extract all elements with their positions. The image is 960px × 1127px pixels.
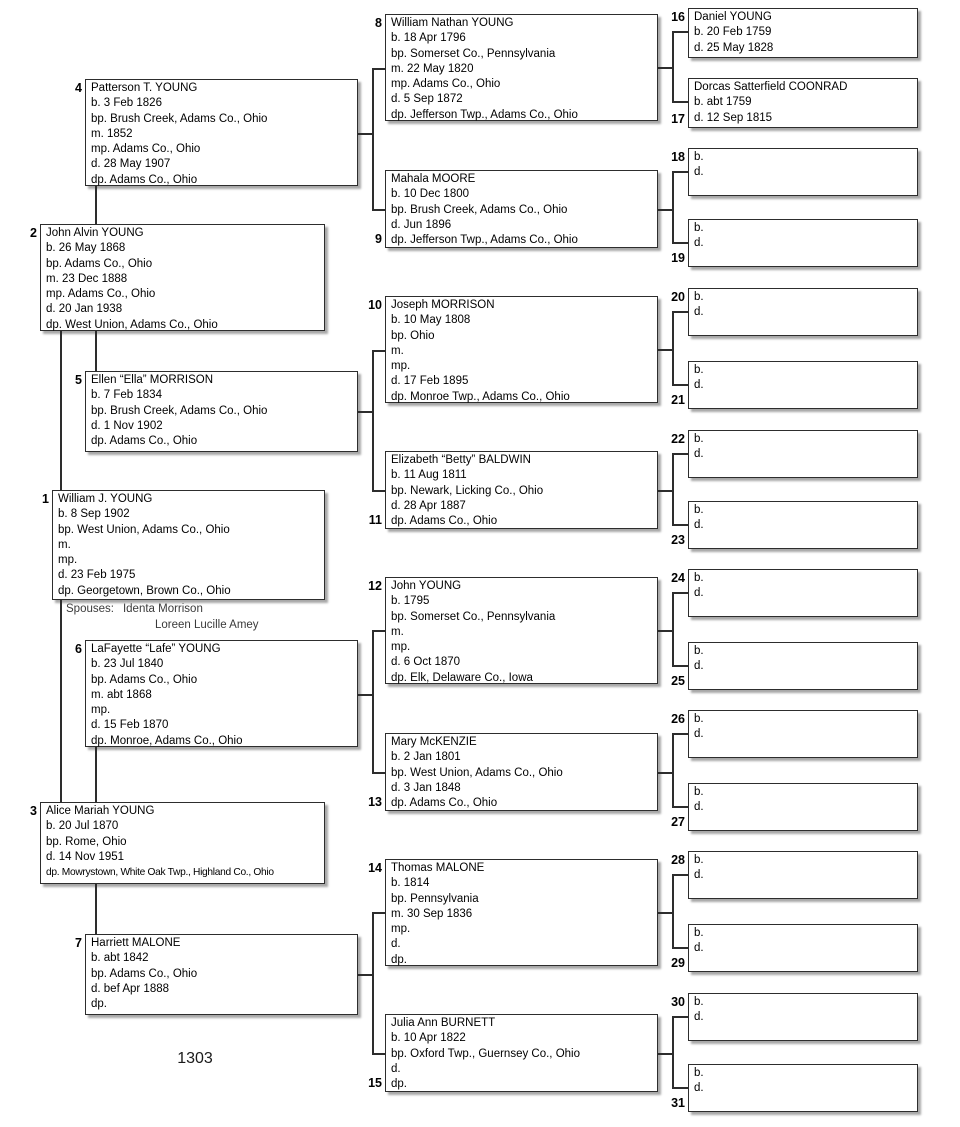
person-number: 14 [368, 861, 382, 875]
person-name: Julia Ann BURNETT [391, 1017, 496, 1029]
person-box-24 [671, 569, 918, 617]
person-field: mp. [391, 641, 411, 654]
person-field: b. 1795 [391, 595, 430, 608]
person-field: d. [694, 237, 704, 250]
person-number: 12 [368, 579, 382, 593]
person-field: d. [391, 938, 401, 951]
person-name: LaFayette “Lafe” YOUNG [91, 643, 221, 655]
connector-line [672, 242, 688, 244]
person-number: 5 [75, 373, 82, 387]
person-field: d. [694, 587, 704, 600]
person-field: dp. Adams Co., Ohio [391, 515, 498, 528]
person-field: d. [694, 306, 704, 319]
person-box-19 [671, 219, 918, 267]
person-field: b. 1814 [391, 877, 430, 890]
connector-line [372, 68, 374, 211]
person-field: b. 7 Feb 1834 [91, 389, 162, 402]
person-number: 13 [368, 795, 382, 809]
person-number: 10 [368, 298, 382, 312]
person-field: d. 17 Feb 1895 [391, 375, 469, 388]
person-field: b. [694, 1067, 704, 1079]
person-field: b. [694, 291, 704, 303]
person-field: dp. Elk, Delaware Co., Iowa [391, 671, 533, 684]
person-field: dp. Monroe Twp., Adams Co., Ohio [391, 390, 570, 403]
person-field: dp. Adams Co., Ohio [91, 173, 198, 186]
person-field: mp. Adams Co., Ohio [91, 143, 201, 156]
person-box-5 [75, 371, 358, 452]
person-field: d. [694, 166, 704, 179]
person-number: 27 [671, 815, 685, 829]
person-field: d. [694, 660, 704, 673]
person-field: m. [391, 625, 404, 638]
connector-line [372, 490, 385, 492]
connector-line [672, 806, 688, 808]
person-box-31 [671, 1064, 918, 1112]
person-field: d. 28 May 1907 [91, 158, 171, 171]
person-field: b. 2 Jan 1801 [391, 751, 461, 764]
person-field: d. 14 Nov 1951 [46, 850, 125, 863]
connector-line [372, 209, 385, 211]
person-number: 8 [375, 16, 382, 30]
person-field: dp. Adams Co., Ohio [91, 435, 198, 448]
person-name: Daniel YOUNG [694, 11, 772, 23]
person-box-7 [75, 934, 358, 1015]
person-field: bp. Adams Co., Ohio [91, 673, 198, 686]
person-field: b. 10 Apr 1822 [391, 1032, 466, 1045]
person-number: 26 [671, 712, 685, 726]
person-field: m. 30 Sep 1836 [391, 907, 473, 920]
connector-line [95, 883, 97, 934]
person-field: bp. Somerset Co., Pennsylvania [391, 610, 556, 623]
spouses-note [66, 601, 259, 633]
person-field: d. [391, 1062, 401, 1075]
person-box-20 [671, 288, 918, 336]
person-field: m. 1852 [91, 127, 133, 140]
connector-line [60, 600, 62, 802]
connector-line [95, 331, 97, 371]
connector-line [672, 171, 688, 173]
person-field: b. 20 Jul 1870 [46, 820, 119, 833]
person-box-23 [671, 501, 918, 549]
person-number: 28 [671, 853, 685, 867]
connector-line [672, 101, 688, 103]
person-field: bp. Oxford Twp., Guernsey Co., Ohio [391, 1047, 580, 1060]
person-field: dp. Adams Co., Ohio [391, 797, 498, 810]
person-field: b. 20 Feb 1759 [694, 26, 772, 39]
person-field: d. 1 Nov 1902 [91, 419, 163, 432]
person-field: bp. Adams Co., Ohio [91, 967, 198, 980]
person-box-21 [671, 361, 918, 409]
person-number: 9 [375, 232, 382, 246]
person-field: m. abt 1868 [91, 688, 152, 701]
page-number: 1303 [177, 1050, 213, 1067]
connector-line [672, 874, 688, 876]
person-field: b. [694, 222, 704, 234]
connector-line [372, 630, 385, 632]
person-box-8 [375, 14, 658, 121]
person-number: 2 [30, 226, 37, 240]
person-box-26 [671, 710, 918, 758]
person-field: bp. Rome, Ohio [46, 835, 127, 848]
person-field: b. [694, 151, 704, 163]
person-field: dp. [91, 998, 107, 1011]
person-field: bp. Newark, Licking Co., Ohio [391, 484, 544, 497]
person-field: d. 15 Feb 1870 [91, 719, 169, 732]
connector-line [672, 1087, 688, 1089]
person-box-9 [375, 170, 658, 248]
person-field: m. [391, 344, 404, 357]
person-number: 23 [671, 533, 685, 547]
person-box-2 [30, 224, 325, 331]
person-field: dp. [391, 953, 407, 966]
person-field: b. abt 1759 [694, 96, 752, 109]
spouse-name-2: Loreen Lucille Amey [155, 619, 259, 631]
person-number: 15 [368, 1076, 382, 1090]
person-field: b. [694, 364, 704, 376]
person-field: bp. Brush Creek, Adams Co., Ohio [91, 112, 268, 125]
connector-line [672, 31, 674, 103]
connector-line [95, 186, 97, 224]
person-field: d. [694, 379, 704, 392]
person-field: d. 12 Sep 1815 [694, 111, 773, 124]
person-field: bp. West Union, Adams Co., Ohio [58, 523, 230, 536]
person-field: d. [694, 1082, 704, 1095]
connector-line [672, 733, 688, 735]
person-field: bp. Brush Creek, Adams Co., Ohio [91, 404, 268, 417]
person-box-18 [671, 148, 918, 196]
person-field: b. [694, 572, 704, 584]
person-field: d. [694, 519, 704, 532]
person-name: Mahala MOORE [391, 173, 476, 185]
person-field: d. 25 May 1828 [694, 41, 774, 54]
person-field: b. 18 Apr 1796 [391, 32, 466, 45]
person-box-13 [368, 733, 658, 811]
person-box-6 [75, 640, 358, 747]
person-field: d. [694, 869, 704, 882]
person-field: b. 8 Sep 1902 [58, 508, 130, 521]
person-number: 1 [42, 492, 49, 506]
person-number: 30 [671, 995, 685, 1009]
person-box-27 [671, 783, 918, 831]
person-box-25 [671, 642, 918, 690]
person-field: d. 5 Sep 1872 [391, 93, 463, 106]
person-field: b. [694, 996, 704, 1008]
connector-line [672, 1016, 688, 1018]
spouses-row-1 [66, 601, 259, 617]
person-number: 7 [75, 936, 82, 950]
person-field: b. 23 Jul 1840 [91, 658, 164, 671]
person-field: d. [694, 1011, 704, 1024]
person-field: dp. Jefferson Twp., Adams Co., Ohio [391, 234, 578, 247]
connector-line [672, 311, 674, 386]
person-field: d. Jun 1896 [391, 218, 452, 231]
connector-line [372, 68, 385, 70]
connector-line [672, 453, 674, 526]
person-box-15 [368, 1014, 658, 1092]
connector-line [672, 31, 688, 33]
person-field: m. 22 May 1820 [391, 62, 474, 75]
person-field: bp. Brush Creek, Adams Co., Ohio [391, 203, 568, 216]
person-field: mp. Adams Co., Ohio [46, 288, 156, 301]
person-number: 6 [75, 642, 82, 656]
person-field: mp. [391, 360, 411, 373]
person-box-28 [671, 851, 918, 899]
person-name: Mary McKENZIE [391, 736, 477, 748]
person-field: m. 23 Dec 1888 [46, 272, 128, 285]
person-field: bp. Ohio [391, 329, 435, 342]
person-field: m. [58, 538, 71, 551]
person-number: 16 [671, 10, 685, 24]
person-box-10 [368, 296, 658, 403]
person-number: 3 [30, 804, 37, 818]
person-field: bp. Pennsylvania [391, 892, 479, 905]
connector-line [372, 912, 374, 1055]
connector-line [372, 912, 385, 914]
person-box-4 [75, 79, 358, 186]
connector-line [95, 747, 97, 802]
person-box-14 [368, 859, 658, 966]
connector-line [372, 1053, 385, 1055]
connector-line [672, 592, 688, 594]
person-name: John YOUNG [391, 580, 462, 592]
person-field: b. [694, 713, 704, 725]
person-box-29 [671, 924, 918, 972]
person-field: dp. Monroe, Adams Co., Ohio [91, 734, 243, 747]
connector-line [672, 524, 688, 526]
person-field: mp. [391, 923, 411, 936]
person-field: b. 26 May 1868 [46, 242, 126, 255]
person-number: 4 [75, 81, 82, 95]
connector-line [672, 453, 688, 455]
person-field: b. [694, 927, 704, 939]
person-number: 25 [671, 674, 685, 688]
person-number: 22 [671, 432, 685, 446]
person-box-16 [671, 8, 918, 58]
spouses-label: Spouses: [66, 603, 114, 615]
person-field: b. 10 Dec 1800 [391, 188, 470, 201]
person-number: 18 [671, 150, 685, 164]
person-field: mp. [91, 704, 111, 717]
person-field: dp. Georgetown, Brown Co., Ohio [58, 584, 231, 597]
person-name: Thomas MALONE [391, 862, 485, 874]
person-field: b. [694, 854, 704, 866]
person-field: bp. Somerset Co., Pennsylvania [391, 47, 556, 60]
connector-line [672, 592, 674, 667]
person-field: bp. West Union, Adams Co., Ohio [391, 766, 563, 779]
person-field: d. 6 Oct 1870 [391, 656, 461, 669]
person-number: 24 [671, 571, 685, 585]
connector-line [672, 665, 688, 667]
person-box-30 [671, 993, 918, 1041]
person-field: dp. Jefferson Twp., Adams Co., Ohio [391, 108, 578, 121]
person-field: d. [694, 942, 704, 955]
person-number: 17 [671, 112, 685, 126]
person-field: mp. Adams Co., Ohio [391, 78, 501, 91]
person-field: dp. [391, 1078, 407, 1091]
connector-line [672, 1016, 674, 1089]
person-box-1 [42, 490, 325, 600]
person-field: b. [694, 504, 704, 516]
person-number: 29 [671, 956, 685, 970]
connector-line [672, 171, 674, 244]
person-name: Joseph MORRISON [391, 299, 495, 311]
connector-line [372, 630, 374, 774]
person-name: Elizabeth “Betty” BALDWIN [391, 454, 531, 466]
person-name: Patterson T. YOUNG [91, 82, 198, 94]
person-field: b. 11 Aug 1811 [391, 469, 467, 482]
person-name: Alice Mariah YOUNG [46, 805, 155, 817]
person-field: b. abt 1842 [91, 952, 149, 965]
person-box-11 [368, 451, 658, 529]
person-field: b. 10 May 1808 [391, 314, 471, 327]
person-field: b. [694, 645, 704, 657]
person-box-12 [368, 577, 658, 684]
person-box-17 [671, 78, 918, 128]
person-number: 11 [368, 513, 382, 527]
connector-line [672, 384, 688, 386]
person-field: dp. Mowrystown, White Oak Twp., Highland Co., Ohio [46, 867, 274, 879]
person-field: dp. West Union, Adams Co., Ohio [46, 318, 218, 331]
connector-line [672, 311, 688, 313]
person-field: b. 3 Feb 1826 [91, 97, 162, 110]
person-field: d. 23 Feb 1975 [58, 569, 136, 582]
person-field: d. 28 Apr 1887 [391, 499, 466, 512]
person-number: 21 [671, 393, 685, 407]
connector-line [372, 350, 374, 492]
person-number: 31 [671, 1096, 685, 1110]
spouse-name-1: Identa Morrison [122, 603, 203, 615]
person-name: William Nathan YOUNG [391, 17, 514, 29]
person-number: 20 [671, 290, 685, 304]
connector-line [672, 733, 674, 808]
person-field: bp. Adams Co., Ohio [46, 257, 153, 270]
person-name: Dorcas Satterfield COONRAD [694, 81, 848, 93]
person-field: d. [694, 448, 704, 461]
person-field: d. 3 Jan 1848 [391, 781, 461, 794]
person-field: b. [694, 433, 704, 445]
person-box-3 [30, 802, 325, 884]
person-name: William J. YOUNG [58, 493, 153, 505]
person-number: 19 [671, 251, 685, 265]
person-field: d. bef Apr 1888 [91, 982, 170, 995]
person-name: Ellen “Ella” MORRISON [91, 374, 214, 386]
person-field: mp. [58, 554, 78, 567]
connector-line [672, 947, 688, 949]
person-field: b. [694, 786, 704, 798]
connector-line [60, 331, 62, 490]
connector-line [372, 350, 385, 352]
person-name: Harriett MALONE [91, 937, 181, 949]
person-name: John Alvin YOUNG [46, 227, 144, 239]
person-box-22 [671, 430, 918, 478]
person-field: d. [694, 728, 704, 741]
person-field: d. [694, 801, 704, 814]
connector-line [672, 874, 674, 949]
person-field: d. 20 Jan 1938 [46, 303, 123, 316]
connector-line [372, 772, 385, 774]
